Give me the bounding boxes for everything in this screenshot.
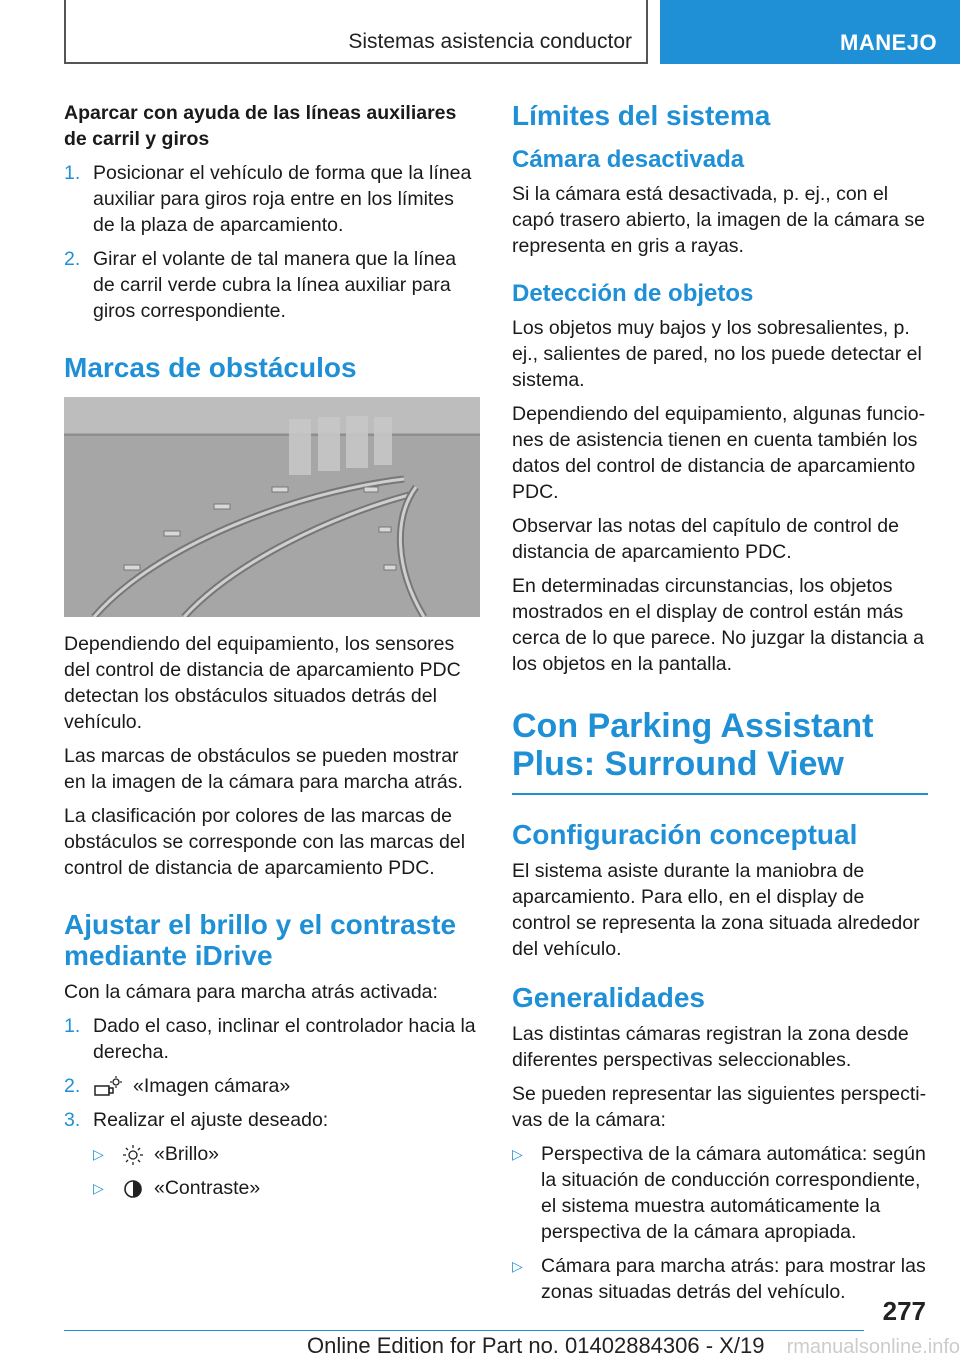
- obstacles-para: Dependiendo del equipamiento, los sensores del control de distancia de aparcamiento PDC detectan los obstáculos situados detrás del vehículo.: [64, 633, 461, 733]
- step-text: Girar el volante de tal manera que la línea de carril verde cubra la línea auxiliar para giros correspondiente.: [93, 248, 457, 322]
- triangle-bullet-icon: ▷: [93, 1180, 104, 1196]
- list-item: [512, 1253, 928, 1305]
- general-title: Generalidades: [512, 982, 705, 1013]
- list-item: [64, 1013, 480, 1065]
- sun-icon: [122, 1144, 144, 1166]
- step-text: Posicionar el vehículo de forma que la línea auxiliar para giros roja entre en los límites de la plaza de aparcamiento.: [93, 162, 472, 236]
- camera-off-title: Cámara desactivada: [512, 146, 745, 173]
- detection-para: En determinadas circunstancias, los objetos mostrados en el display de control están más cerca de lo que parece. No juzgar la distancia a los objetos en la pantalla.: [512, 575, 924, 675]
- general-para: Se pueden representar las siguientes perspectivas de la cámara:: [512, 1083, 927, 1131]
- list-item: [64, 246, 480, 324]
- step-number: 3.: [64, 1109, 81, 1131]
- step-number: 2.: [64, 248, 81, 270]
- step-text: Dado el caso, inclinar el controlador hacia la derecha.: [93, 1015, 476, 1063]
- step-number: 1.: [64, 162, 81, 184]
- lines-heading: Aparcar con ayuda de las líneas auxiliares de carril y giros: [64, 102, 457, 150]
- triangle-bullet-icon: ▷: [93, 1146, 104, 1162]
- obstacles-title: Marcas de obstáculos: [64, 352, 357, 383]
- detection-title: Detección de objetos: [512, 280, 754, 307]
- footer-rule: [64, 1330, 864, 1331]
- watermark: rmanualsonline.info: [786, 1336, 960, 1358]
- concept-title: Configuración conceptual: [512, 819, 858, 850]
- pa-title-line-2: Plus: Surround View: [512, 745, 844, 783]
- pa-title: [512, 707, 928, 783]
- list-item: [64, 1107, 480, 1133]
- left-column: [64, 100, 480, 1209]
- list-item: [64, 160, 480, 238]
- chapter-tab: [660, 0, 960, 64]
- header-box: [64, 0, 648, 64]
- sub-item: [93, 1141, 480, 1167]
- obstacles-para: La clasificación por colores de las marcas de obstáculos se corresponde con las marcas del control de distancia de aparcamiento PDC.: [64, 805, 466, 879]
- bullet-text: Cámara para marcha atrás: para mostrar las zonas situadas detrás del vehículo.: [541, 1255, 926, 1303]
- chapter-label: MANEJO: [840, 30, 938, 55]
- camera-settings-icon: [93, 1076, 123, 1098]
- step-number: 2.: [64, 1075, 81, 1097]
- list-item: [512, 1141, 928, 1245]
- concept-text: El sistema asiste durante la maniobra de aparcamiento. Para ello, en el display de control se representa la zona situada alrededor del vehículo.: [512, 860, 920, 960]
- title-rule: [512, 793, 928, 795]
- adjust-intro: Con la cámara para marcha atrás activada:: [64, 981, 438, 1003]
- camera-off-text: Si la cámara está desactivada, p. ej., con el capó trasero abierto, la imagen de la cámara se representa en gris a rayas.: [512, 183, 925, 257]
- detection-para: Dependiendo del equipamiento, algunas funciones de asistencia tienen en cuenta también los datos del control de distancia de aparcamiento PDC.: [512, 403, 926, 503]
- sub-text: «Brillo»: [154, 1143, 220, 1165]
- detection-para: Los objetos muy bajos y los sobresalientes, p. ej., salientes de pared, no los puede detectar el sistema.: [512, 317, 922, 391]
- contrast-icon: [122, 1178, 144, 1200]
- bullet-text: Perspectiva de la cámara automática: según la situación de conducción correspondiente, el sistema muestra automáticamente la perspectiva de la cámara apropiada.: [541, 1143, 926, 1243]
- triangle-bullet-icon: ▷: [512, 1146, 523, 1162]
- list-item: [64, 1073, 480, 1099]
- step-text: «Imagen cámara»: [133, 1075, 291, 1097]
- edition-footer: Online Edition for Part no. 01402884306 - X/19: [307, 1333, 765, 1358]
- obstacles-para: Las marcas de obstáculos se pueden mostrar en la imagen de la cámara para marcha atrás.: [64, 745, 463, 793]
- section-title: Sistemas asistencia conductor: [348, 30, 632, 53]
- general-para: Las distintas cámaras registran la zona desde diferentes perspectivas seleccionables.: [512, 1023, 909, 1071]
- triangle-bullet-icon: ▷: [512, 1258, 523, 1274]
- right-column: [512, 100, 928, 1313]
- step-number: 1.: [64, 1015, 81, 1037]
- detection-para: Observar las notas del capítulo de control de distancia de aparcamiento PDC.: [512, 515, 899, 563]
- sub-text: «Contraste»: [154, 1177, 261, 1199]
- adjust-title: Ajustar el brillo y el contraste mediante iDrive: [64, 909, 457, 971]
- pa-title-line-1: Con Parking Assistant: [512, 707, 874, 745]
- page-number: 277: [882, 1296, 926, 1326]
- sub-item: [93, 1175, 480, 1201]
- step-text: Realizar el ajuste deseado:: [93, 1109, 329, 1131]
- obstacle-marks-figure: [64, 397, 480, 617]
- limits-title: Límites del sistema: [512, 100, 771, 131]
